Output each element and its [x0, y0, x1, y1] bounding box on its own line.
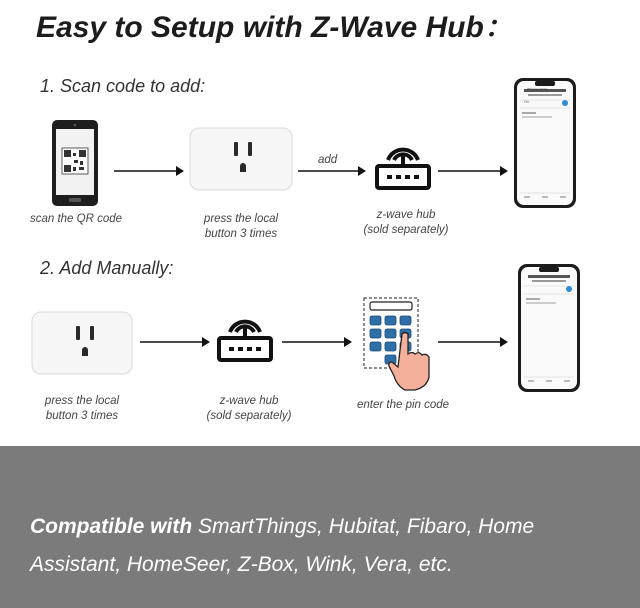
- phone-header-title: Wireless Outlet: [527, 87, 548, 91]
- plug-caption-2: [26, 394, 138, 424]
- arrow-right-icon: [438, 336, 508, 348]
- smart-plug-illustration: [32, 312, 132, 374]
- compatible-with-label: Compatible with: [30, 515, 193, 538]
- hub-caption-line: (sold separately): [363, 224, 449, 236]
- arrow-right-icon: [438, 165, 508, 177]
- hub-caption-1: [352, 208, 460, 238]
- qr-phone-illustration: [52, 120, 98, 206]
- step2-heading: 2. Add Manually:: [40, 258, 174, 278]
- smart-plug-illustration: [190, 128, 292, 190]
- hub-caption-line: z-wave hub: [376, 209, 436, 221]
- add-arrow-label: add: [318, 154, 338, 166]
- plug-caption-line: press the local: [44, 395, 120, 407]
- zwave-hub-icon: [376, 138, 430, 190]
- arrow-right-icon: [298, 165, 366, 177]
- plug-caption-line: button 3 times: [204, 228, 278, 240]
- phone-toggle-label: On: [524, 99, 530, 104]
- qr-phone-caption: scan the QR code: [29, 213, 123, 225]
- plug-caption-line: button 3 times: [45, 410, 119, 422]
- arrow-right-icon: [282, 336, 352, 348]
- hub-caption-line: z-wave hub: [219, 395, 279, 407]
- app-phone-illustration: [518, 264, 580, 392]
- hub-caption-2: [194, 394, 304, 424]
- app-phone-illustration: [514, 78, 576, 208]
- qr-code-icon: [62, 148, 88, 174]
- plug-caption-1: [186, 212, 296, 242]
- compatibility-text: [30, 508, 630, 584]
- plug-caption-line: press the local: [203, 213, 279, 225]
- page-title: Easy to Setup with Z-Wave Hub：: [36, 11, 514, 44]
- step1-heading: 1. Scan code to add:: [40, 76, 206, 96]
- zwave-hub-icon: [218, 310, 272, 362]
- arrow-right-icon: [114, 165, 184, 177]
- keypad-caption: enter the pin code: [357, 399, 450, 411]
- hub-caption-line: (sold separately): [206, 410, 292, 422]
- compatible-platforms: SmartThings, Hubitat, Fibaro, Home Assistant, HomeSeer, Z-Box, Wink, Vera, etc.: [30, 515, 535, 576]
- arrow-right-icon: [140, 336, 210, 348]
- keypad-hand-illustration: [364, 298, 438, 394]
